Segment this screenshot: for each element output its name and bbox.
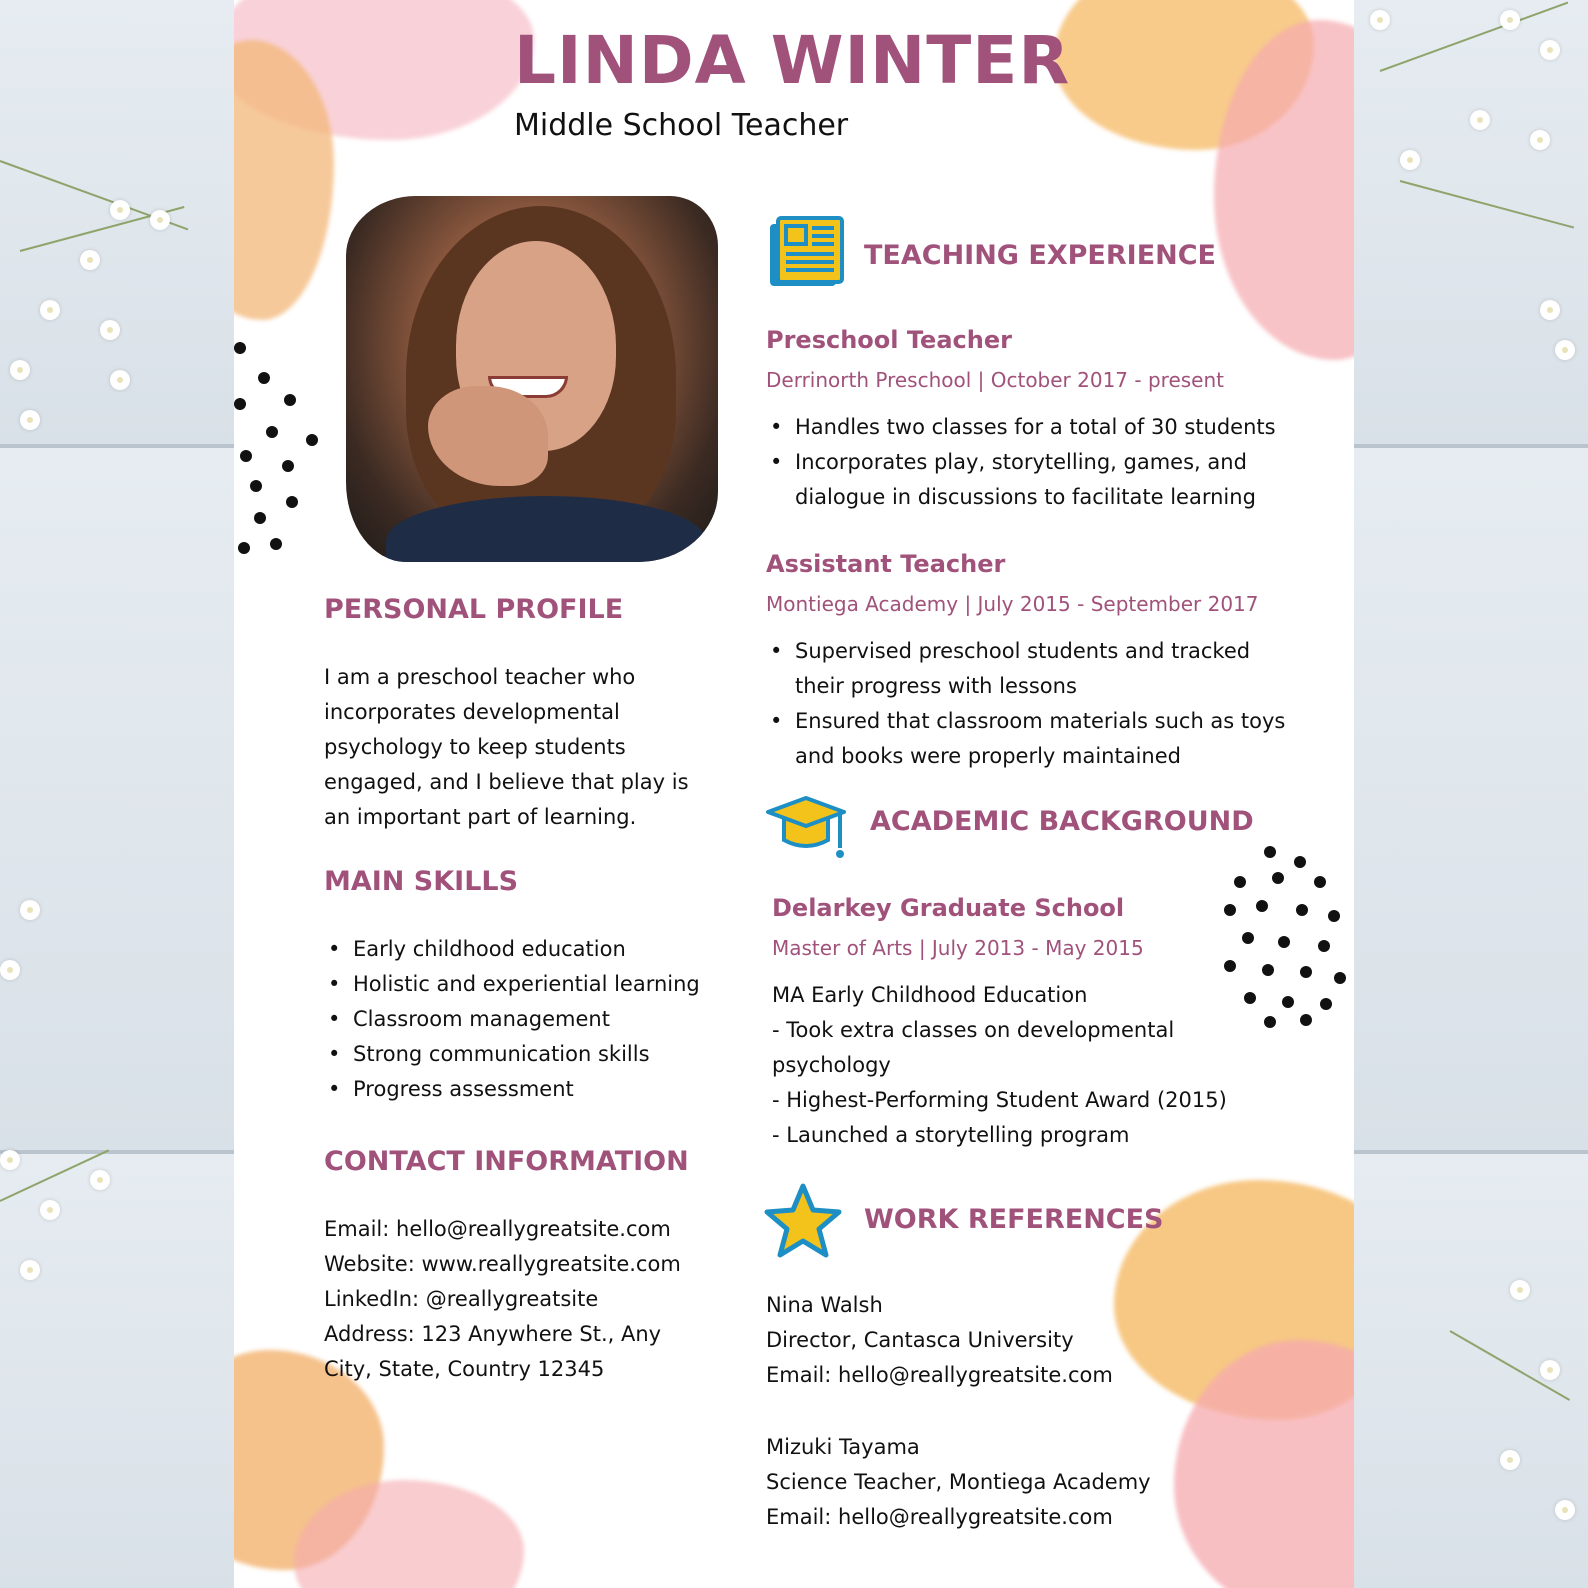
job-title: Preschool Teacher <box>766 326 1012 354</box>
job-bullets <box>766 410 1276 515</box>
flower-icon <box>1555 340 1575 360</box>
flower-icon <box>150 210 170 230</box>
flower-icon <box>100 320 120 340</box>
flower-icon <box>20 900 40 920</box>
school-name: Delarkey Graduate School <box>772 894 1125 922</box>
flower-icon <box>1540 1360 1560 1380</box>
dot-pattern <box>234 342 334 562</box>
job-bullets <box>766 634 1285 774</box>
flower-icon <box>0 960 20 980</box>
experience-heading: TEACHING EXPERIENCE <box>864 240 1217 271</box>
resume-job-title: Middle School Teacher <box>514 108 849 143</box>
flower-icon <box>1500 1450 1520 1470</box>
list-item: • Early childhood education <box>324 932 700 967</box>
skills-heading: MAIN SKILLS <box>324 866 519 897</box>
job-title: Assistant Teacher <box>766 550 1006 578</box>
flower-icon <box>1470 110 1490 130</box>
flower-icon <box>1540 300 1560 320</box>
resume-name: LINDA WINTER <box>514 22 1071 99</box>
list-item: • Incorporates play, storytelling, games, and dialogue in discussions to facilitate learning <box>766 445 1276 515</box>
flower-icon <box>1540 40 1560 60</box>
dot-pattern <box>1224 846 1354 1026</box>
profile-photo <box>346 196 718 562</box>
flower-icon <box>80 250 100 270</box>
resume-page <box>234 0 1354 1588</box>
profile-heading: PERSONAL PROFILE <box>324 594 624 625</box>
academic-details: MA Early Childhood Education - Took extra classes on developmental psychology - Highest-Performing Student Award (2015) - Launched a storytelling program <box>772 983 1227 1147</box>
flower-icon <box>1510 1280 1530 1300</box>
list-item: • Classroom management <box>324 1002 700 1037</box>
list-item: • Ensured that classroom materials such as toys and books were properly maintained <box>766 704 1285 774</box>
flower-icon <box>1555 1500 1575 1520</box>
reference-entry: Nina Walsh Director, Cantasca University Email: hello@reallygreatsite.com <box>766 1293 1113 1387</box>
flower-icon <box>20 410 40 430</box>
contact-info: Email: hello@reallygreatsite.com Website: www.reallygreatsite.com LinkedIn: @reallygreatsite Address: 123 Anywhere St., Any City, State, Country 12345 <box>324 1217 681 1381</box>
flower-icon <box>1530 130 1550 150</box>
newspaper-icon <box>766 214 846 290</box>
flower-icon <box>110 200 130 220</box>
job-meta: Montiega Academy | July 2015 - September 2017 <box>766 592 1259 616</box>
academic-heading: ACADEMIC BACKGROUND <box>870 806 1254 837</box>
reference-entry: Mizuki Tayama Science Teacher, Montiega Academy Email: hello@reallygreatsite.com <box>766 1435 1151 1529</box>
flower-icon <box>0 1150 20 1170</box>
job-meta: Derrinorth Preschool | October 2017 - present <box>766 368 1224 392</box>
skills-list <box>324 932 700 1107</box>
star-icon <box>762 1182 844 1260</box>
references-heading: WORK REFERENCES <box>864 1204 1164 1235</box>
flower-icon <box>20 1260 40 1280</box>
list-item: • Strong communication skills <box>324 1037 700 1072</box>
list-item: • Supervised preschool students and tracked their progress with lessons <box>766 634 1285 704</box>
contact-heading: CONTACT INFORMATION <box>324 1146 689 1177</box>
flower-icon <box>40 300 60 320</box>
list-item: • Handles two classes for a total of 30 students <box>766 410 1276 445</box>
flower-icon <box>1400 150 1420 170</box>
flower-icon <box>110 370 130 390</box>
flower-icon <box>40 1200 60 1220</box>
graduation-cap-icon <box>764 790 848 866</box>
list-item: • Progress assessment <box>324 1072 700 1107</box>
flower-icon <box>1500 10 1520 30</box>
profile-text: I am a preschool teacher who incorporates developmental psychology to keep students engaged, and I believe that play is an important part of learning. <box>324 665 689 829</box>
list-item: • Holistic and experiential learning <box>324 967 700 1002</box>
flower-icon <box>1370 10 1390 30</box>
flower-icon <box>10 360 30 380</box>
flower-icon <box>90 1170 110 1190</box>
degree-meta: Master of Arts | July 2013 - May 2015 <box>772 936 1144 960</box>
